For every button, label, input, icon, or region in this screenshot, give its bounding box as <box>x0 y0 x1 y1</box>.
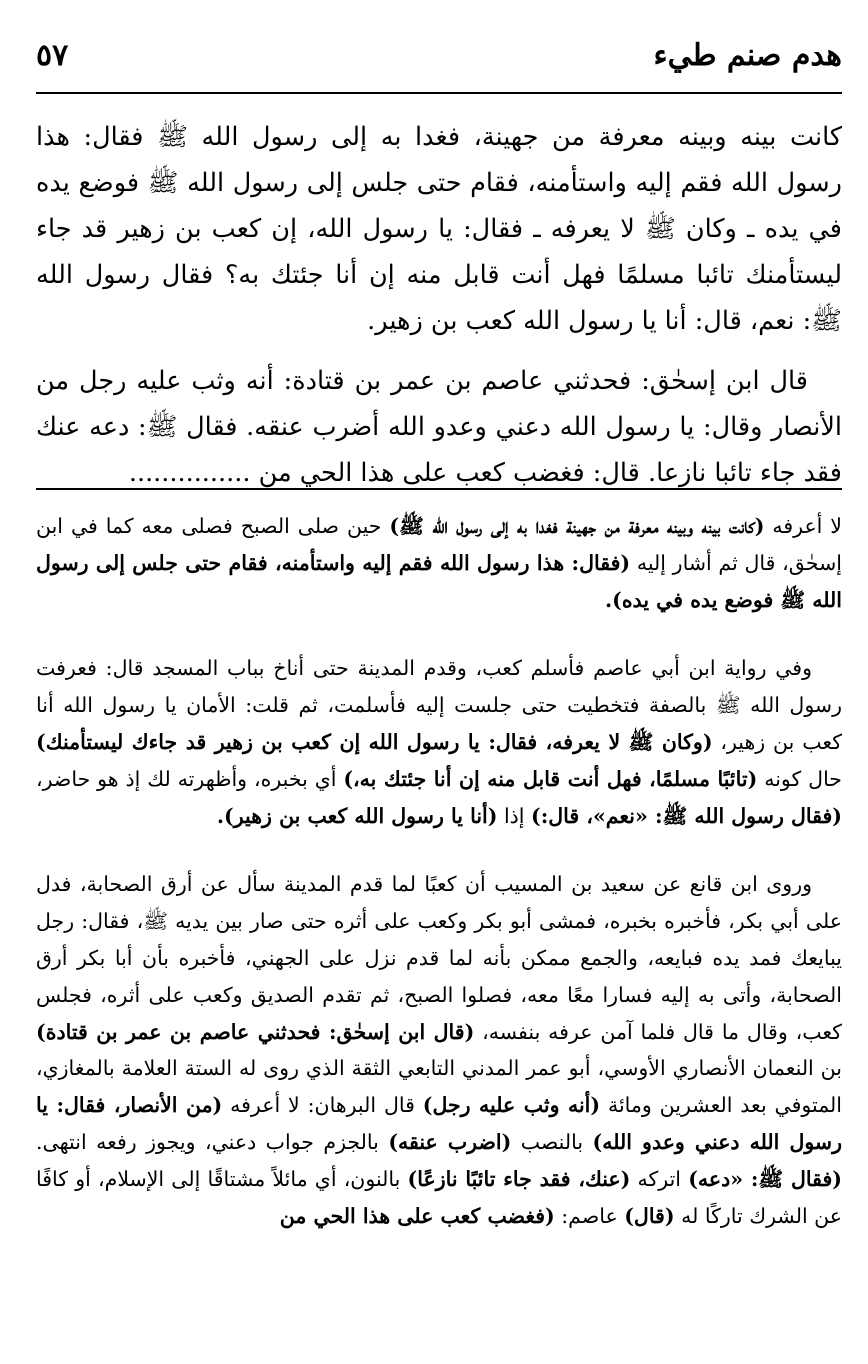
quoted-main-text: (فقال رسول الله ﷺ: «نعم»، قال:) <box>531 803 842 828</box>
main-text-line: قال ابن إسحٰق: فحدثني عاصم بن عمر بن قتادة: أنه وثب عليه رجل من الأنصار وقال: يا رسول الله دعني وعدو الله أضرب عنقه. فقال ﷺ: دعه عنك فقد جاء تائبا نازعا. قال: فغضب كعب على هذا الحي من <box>36 366 842 488</box>
commentary-text <box>36 508 842 1266</box>
commentary-segment: إذا <box>497 803 531 828</box>
main-text-line: كانت بينه وبينه معرفة من جهينة، فغدا به إلى رسول الله ﷺ فقال: هذا رسول الله فقم إليه واستأمنه، فقام حتى جلس إلى رسول الله ﷺ فوضع يده في يده ـ وكان ﷺ لا يعرفه ـ فقال: يا رسول الله، إن كعب بن زهير قد جاء ليستأمنك تائبا مسلمًا فهل أنت قابل منه إن أنا جئتك به؟ فقال رسول الله ﷺ: نعم، قال: أنا يا رسول الله كعب بن زهير. <box>36 122 842 336</box>
quoted-main-text: (عنك، فقد جاء تائبًا نازعًا) <box>407 1166 631 1191</box>
commentary-segment: اتركه <box>630 1166 689 1191</box>
quoted-main-text: (تائبًا مسلمًا، فهل أنت قابل منه إن أنا جئتك به،) <box>343 766 758 791</box>
commentary-segment: قال البرهان: لا أعرفه <box>222 1093 423 1118</box>
commentary-segment: حين صلى الصبح فصلى معه كما في ابن إسحٰق، قال ثم أشار إليه <box>36 514 842 575</box>
commentary-paragraph <box>36 508 842 618</box>
quoted-main-text: (اضرب عنقه) <box>388 1129 512 1154</box>
commentary-segment: بالنون، أي مائلاً مشتاقًا إلى الإسلام، أو كافًا عن الشرك تاركًا له <box>36 1166 842 1228</box>
commentary-segment: بالنصب <box>511 1129 593 1154</box>
commentary-segment: وروى ابن قانع عن سعيد بن المسيب أن كعبًا لما قدم المدينة سأل عن أرق الصحابة، فدل على أبي بكر، فأخبره بخبره، فمشى أبو بكر وكعب على أثره حتى صار بين يديه ﷺ، فقال: رجل يبايعك فمد يده فبايعه، والجمع ممكن بأنه لما قدم نزل على الجهني، فأخبره بأن أبا بكر أرق الصحابة، وأتى به إليه فسارا معًا معه، فصلوا الصبح، ثم تقدم الصديق وكعب على أثره، فجلس كعب، وقال ما قال فلما آمن عرفه بنفسه، <box>36 872 842 1044</box>
commentary-segment: وفي رواية ابن أبي عاصم فأسلم كعب، وقدم المدينة حتى أناخ بباب المسجد قال: فعرفت رسول الله ﷺ بالصفة فتخطيت حتى جلست إليه فأسلمت، ثم قلت: الأمان يا رسول الله أنا كعب بن زهير، <box>36 656 843 754</box>
quoted-main-text: (كانت بينه وبينه معرفة من جهينة فغدا به إلى رسول الله ﷺ) <box>389 514 765 538</box>
commentary-segment: بالجزم جواب دعني، ويجوز رفعه انتهى. <box>36 1129 389 1154</box>
quoted-main-text: (فقال: هذا رسول الله فقم إليه واستأمنه، فقام حتى جلس إلى رسول الله ﷺ فوضع يده في يده). <box>36 550 842 612</box>
commentary-divider <box>36 488 842 490</box>
main-text-paragraph <box>36 114 842 344</box>
commentary-segment: أي بخبره، وأظهرته لك إذ هو حاضر، <box>36 766 344 791</box>
main-text-paragraph <box>36 358 842 496</box>
quoted-main-text: (أنه وثب عليه رجل) <box>422 1093 601 1118</box>
quoted-main-text: (فقال ﷺ: «دعه) <box>688 1166 842 1191</box>
header-rule <box>36 92 842 94</box>
commentary-segment: لا أعرفه <box>764 514 842 538</box>
commentary-segment: بن النعمان الأنصاري الأوسي، أبو عمر المدني التابعي الثقة الذي روى له الستة العلامة بالمغازي، المتوفي بعد العشرين ومائة <box>36 1056 842 1118</box>
commentary-paragraph <box>36 866 842 1234</box>
page-number: ٥٧ <box>36 38 69 73</box>
quoted-main-text: (فغضب كعب على هذا الحي من <box>279 1203 555 1228</box>
quoted-main-text: (قال) <box>624 1203 675 1228</box>
quoted-main-text: (من الأنصار، فقال: يا رسول الله دعني وعدو الله) <box>36 1093 843 1154</box>
continuation-dots: ............... <box>128 458 251 488</box>
quoted-main-text: (أنا يا رسول الله كعب بن زهير). <box>216 803 498 828</box>
commentary-paragraph <box>36 650 842 834</box>
quoted-main-text: (وكان ﷺ لا يعرفه، فقال: يا رسول الله إن كعب بن زهير قد جاءك ليستأمنك) <box>36 729 713 754</box>
quoted-main-text: (قال ابن إسحٰق: فحدثني عاصم بن عمر بن قتادة) <box>36 1019 475 1044</box>
running-title: هدم صنم طيء <box>653 38 842 73</box>
commentary-segment: حال كونه <box>757 766 842 791</box>
commentary-segment: عاصم: <box>554 1203 625 1228</box>
page-header <box>36 28 842 86</box>
main-text <box>36 114 842 510</box>
